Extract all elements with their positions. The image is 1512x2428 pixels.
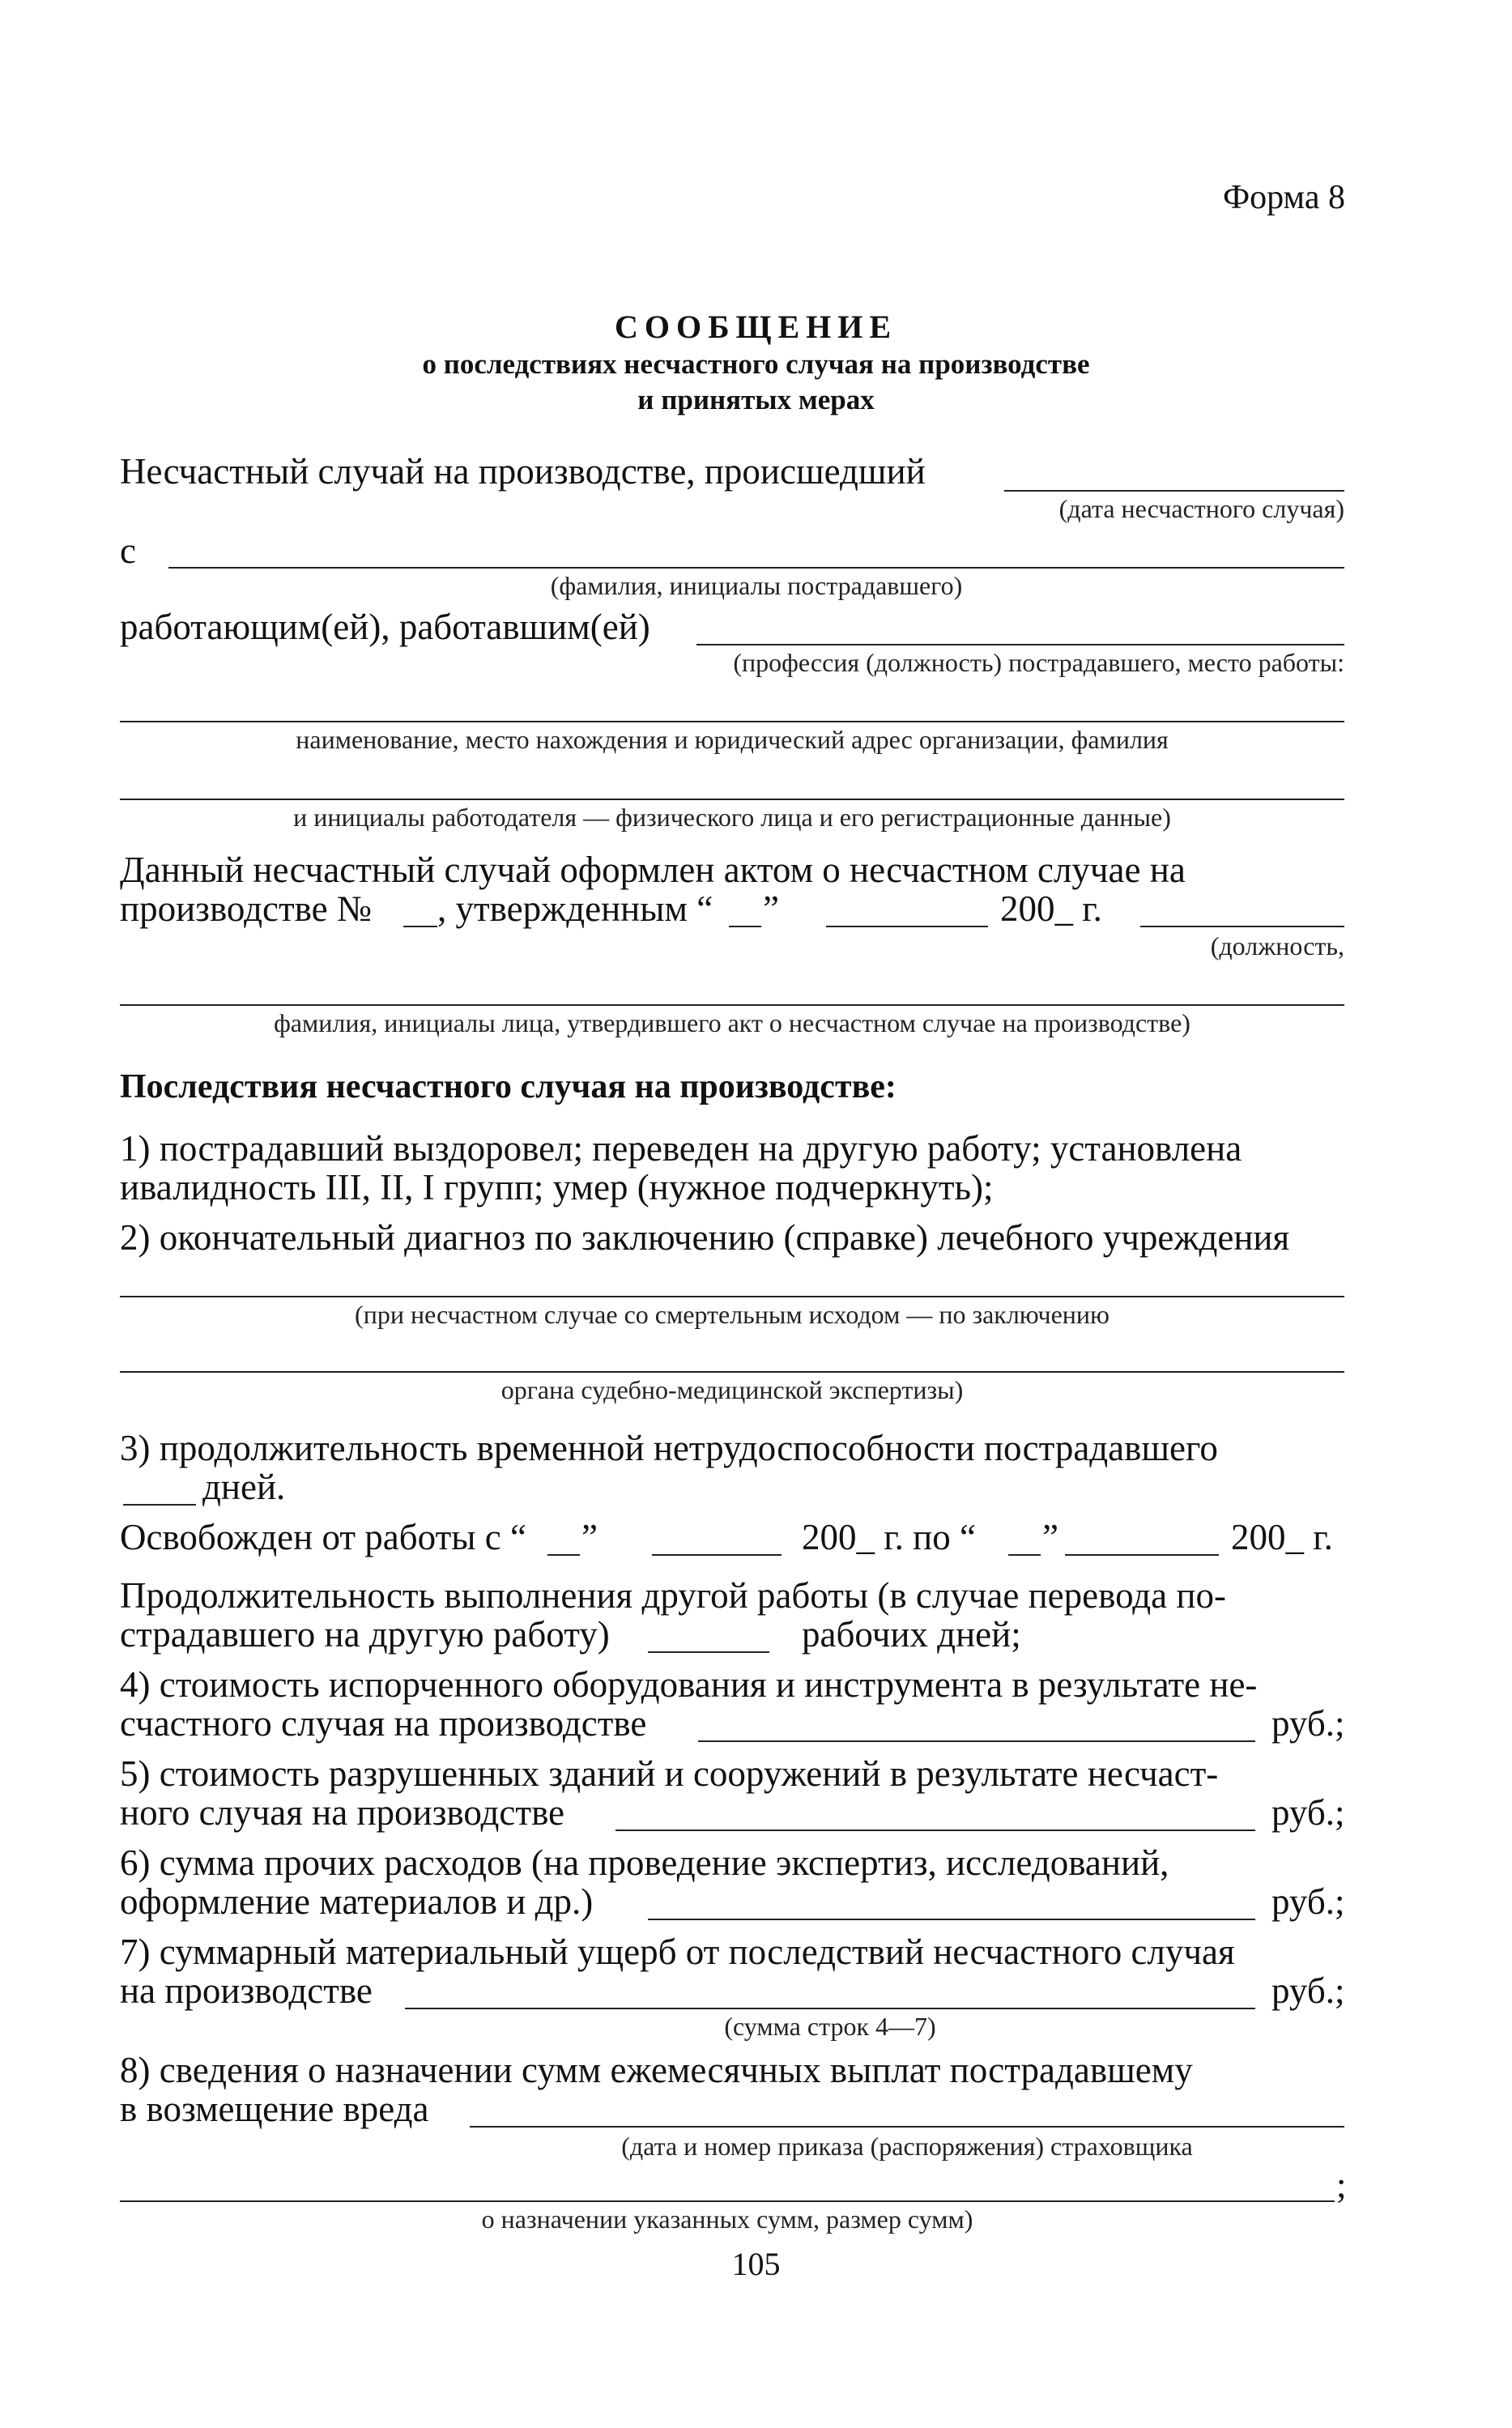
act-number-line[interactable] — [403, 926, 437, 927]
approver-position-note: (должность, — [1210, 931, 1344, 961]
intro-working-text: работающим(ей), работавшим(ей) — [120, 607, 650, 647]
act-line2-number-label: производстве № — [120, 888, 372, 929]
equipment-cost-line[interactable] — [698, 1740, 1255, 1742]
item4-unit: руб.; — [1271, 1703, 1345, 1744]
other-work-line1: Продолжительность выполнения другой работы (в случае перевода по- — [120, 1575, 1226, 1616]
page-number: 105 — [731, 2246, 781, 2282]
act-day-close-quote: ” — [763, 888, 779, 929]
other-work-days-label: рабочих дней; — [802, 1614, 1021, 1655]
profession-note: (профессия (должность) пострадавшего, место работы: — [733, 648, 1344, 677]
employer-line[interactable] — [120, 799, 1344, 800]
diagnosis-note2: органа судебно-медицинской экспертизы) — [500, 1375, 964, 1404]
accident-date-line[interactable] — [1004, 490, 1344, 492]
item7-line2: на производстве — [120, 1970, 373, 2011]
approver-name-note: фамилия, инициалы лица, утвердившего акт о несчастном случае на производстве) — [274, 1008, 1190, 1037]
organization-line[interactable] — [120, 721, 1344, 722]
intro-occurred-text: Несчастный случай на производстве, происшедший — [120, 451, 926, 492]
released-to-year: 200_ г. — [1231, 1517, 1333, 1557]
document-title: СООБЩЕНИЕ — [614, 309, 898, 345]
item4-line1: 4) стоимость испорченного оборудования и инструмента в результате не- — [120, 1664, 1258, 1705]
employer-note: и инициалы работодателя — физического лица и его регистрационные данные) — [293, 803, 1171, 832]
item8-line1: 8) сведения о назначении сумм ежемесячных выплат пострадавшему — [120, 2050, 1193, 2090]
diagnosis-note1: (при несчастном случае со смертельным исходом — по заключению — [355, 1300, 1110, 1329]
released-to-close-quote: ” — [1042, 1517, 1058, 1557]
released-to-day-line[interactable] — [1008, 1554, 1041, 1556]
item2-line1: 2) окончательный диагноз по заключению (справке) лечебного учреждения — [120, 1217, 1290, 1258]
item3-line1: 3) продолжительность временной нетрудоспособности пострадавшего — [120, 1428, 1218, 1468]
diagnosis-line[interactable] — [120, 1296, 1344, 1297]
act-month-line[interactable] — [826, 926, 988, 927]
document-subtitle-line2: и принятых мерах — [637, 384, 875, 415]
other-work-days-line[interactable] — [648, 1651, 769, 1653]
released-from-day-line[interactable] — [547, 1554, 580, 1556]
total-damage-line[interactable] — [405, 2008, 1255, 2009]
form-number: Форма 8 — [1223, 179, 1345, 216]
released-to-label: 200_ г. по “ — [802, 1517, 976, 1557]
other-work-line2: страдавшего на другую работу) — [120, 1614, 610, 1655]
item1-line1: 1) пострадавший выздоровел; переведен на другую работу; установлена — [120, 1128, 1242, 1169]
payment-order-line[interactable] — [470, 2126, 1344, 2128]
act-day-line[interactable] — [729, 926, 761, 927]
other-expenses-line[interactable] — [648, 1919, 1255, 1920]
released-from-month-line[interactable] — [652, 1554, 782, 1556]
item5-line1: 5) стоимость разрушенных зданий и сооружений в результате несчаст- — [120, 1753, 1219, 1794]
payment-amount-note: о назначении указанных сумм, размер сумм) — [481, 2204, 973, 2234]
released-from-close-quote: ” — [581, 1517, 598, 1557]
item6-unit: руб.; — [1271, 1881, 1345, 1922]
item6-line2: оформление материалов и др.) — [120, 1881, 594, 1922]
released-label: Освобожден от работы с “ — [120, 1517, 526, 1557]
approver-name-line[interactable] — [120, 1004, 1344, 1006]
total-damage-note: (сумма строк 4—7) — [724, 2012, 936, 2041]
act-line1: Данный несчастный случай оформлен актом о несчастном случае на — [120, 850, 1186, 890]
act-approved-label: , утвержденным “ — [437, 888, 713, 929]
item4-line2: счастного случая на производстве — [120, 1703, 647, 1744]
organization-note: наименование, место нахождения и юридический адрес организации, фамилия — [296, 725, 1169, 754]
intro-with-text: с — [120, 530, 136, 571]
item5-unit: руб.; — [1271, 1792, 1345, 1833]
victim-name-note: (фамилия, инициалы пострадавшего) — [550, 571, 963, 600]
item8-line2: в возмещение вреда — [120, 2089, 429, 2129]
consequences-heading: Последствия несчастного случая на производстве: — [120, 1068, 897, 1105]
buildings-cost-line[interactable] — [615, 1830, 1255, 1831]
accident-date-note: (дата несчастного случая) — [1058, 494, 1344, 523]
approver-position-line[interactable] — [1140, 926, 1344, 927]
item3-days-label: дней. — [202, 1467, 286, 1507]
payment-semicolon: ; — [1336, 2165, 1347, 2205]
item7-unit: руб.; — [1271, 1970, 1345, 2011]
act-year-label: 200_ г. — [1000, 888, 1102, 929]
item1-line2: ивалидность III, II, I групп; умер (нужное подчеркнуть); — [120, 1167, 994, 1208]
item7-line1: 7) суммарный материальный ущерб от последствий несчастного случая — [120, 1932, 1235, 1972]
expertise-line[interactable] — [120, 1371, 1344, 1373]
disability-days-line[interactable] — [123, 1504, 196, 1506]
payment-amount-line[interactable] — [120, 2200, 1335, 2202]
profession-line[interactable] — [696, 644, 1344, 645]
document-subtitle-line1: о последствиях несчастного случая на производстве — [422, 348, 1090, 380]
item5-line2: ного случая на производстве — [120, 1792, 565, 1833]
payment-order-note: (дата и номер приказа (распоряжения) страховщика — [621, 2132, 1193, 2161]
released-to-month-line[interactable] — [1065, 1554, 1219, 1556]
item6-line1: 6) сумма прочих расходов (на проведение экспертиз, исследований, — [120, 1842, 1169, 1883]
victim-name-line[interactable] — [168, 567, 1344, 569]
